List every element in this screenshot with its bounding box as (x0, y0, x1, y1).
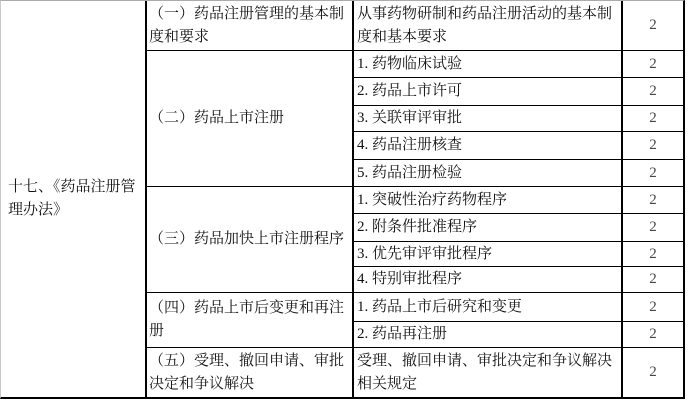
item-label: 2. 附条件批准程序 (357, 219, 478, 235)
item-label: 1. 药物临床试验 (357, 55, 463, 72)
credit-cell (623, 348, 683, 397)
credit-cell (623, 1, 683, 51)
credit-value: 2 (649, 298, 657, 315)
credit-value: 2 (649, 164, 657, 181)
credit-cell (623, 187, 683, 214)
category-cell (147, 348, 354, 397)
category-cell (147, 1, 354, 51)
item-cell (354, 242, 623, 267)
credit-value: 2 (649, 110, 657, 126)
credit-value: 2 (649, 245, 657, 262)
category-label: （四）药品上市后变更和再注 (149, 300, 345, 316)
item-cell (354, 51, 623, 78)
credit-cell (623, 267, 683, 293)
category-cell (147, 187, 354, 293)
item-label: 受理、撤回申请、审批决定和争议解决 (357, 352, 613, 369)
credit-cell (623, 132, 683, 160)
item-cell (354, 187, 623, 214)
item-cell (354, 78, 623, 106)
category-cell (147, 293, 354, 348)
law-title-line: 十七、《药品注册管 (8, 179, 136, 195)
item-label: 4. 药品注册核查 (357, 137, 463, 153)
credit-value: 2 (649, 55, 657, 72)
item-label: 3. 关联审评审批 (357, 110, 463, 126)
item-cell (354, 214, 623, 242)
item-label: 1. 突破性治疗药物程序 (357, 191, 508, 208)
credit-value: 2 (649, 219, 657, 235)
category-label: 决定和争议解决 (149, 375, 255, 392)
law-title-line: 理办法》 (8, 202, 69, 218)
credit-cell (623, 242, 683, 267)
credit-value: 2 (649, 364, 657, 380)
credit-cell (623, 106, 683, 132)
item-label: 3. 优先审评审批程序 (357, 245, 493, 262)
credit-cell (623, 293, 683, 322)
credit-value: 2 (649, 191, 657, 208)
item-cell (354, 322, 623, 348)
item-label: 4. 特别审批程序 (357, 271, 463, 287)
credit-cell (623, 214, 683, 242)
item-cell (354, 267, 623, 293)
item-label: 1. 药品上市后研究和变更 (357, 298, 523, 315)
credit-cell (623, 322, 683, 348)
credit-value: 2 (649, 83, 657, 99)
category-label: （五）受理、撤回申请、审批 (149, 352, 345, 369)
credit-value: 2 (649, 17, 657, 33)
law-title-cell (1, 1, 147, 397)
item-cell (354, 293, 623, 322)
category-cell (147, 51, 354, 187)
credit-cell (623, 78, 683, 106)
category-label: （三）药品加快上市注册程序 (149, 231, 345, 247)
item-label: 2. 药品再注册 (357, 326, 448, 342)
credit-value: 2 (649, 137, 657, 153)
category-label: （一）药品注册管理的基本制 (149, 5, 345, 22)
credit-cell (623, 51, 683, 78)
credit-value: 2 (649, 326, 657, 342)
item-label: 2. 药品上市许可 (357, 83, 463, 99)
item-label: 度和基本要求 (357, 28, 448, 45)
category-label: 册 (149, 323, 165, 339)
credit-cell (623, 160, 683, 187)
category-label: （二）药品上市注册 (149, 110, 285, 126)
credit-value: 2 (649, 271, 657, 287)
item-label: 相关规定 (357, 375, 418, 392)
item-label: 从事药物研制和药品注册活动的基本制 (357, 5, 613, 22)
category-label: 度和要求 (149, 28, 210, 45)
item-cell (354, 132, 623, 160)
item-label: 5. 药品注册检验 (357, 164, 463, 181)
item-cell (354, 1, 623, 51)
item-cell (354, 106, 623, 132)
item-cell (354, 160, 623, 187)
item-cell (354, 348, 623, 397)
